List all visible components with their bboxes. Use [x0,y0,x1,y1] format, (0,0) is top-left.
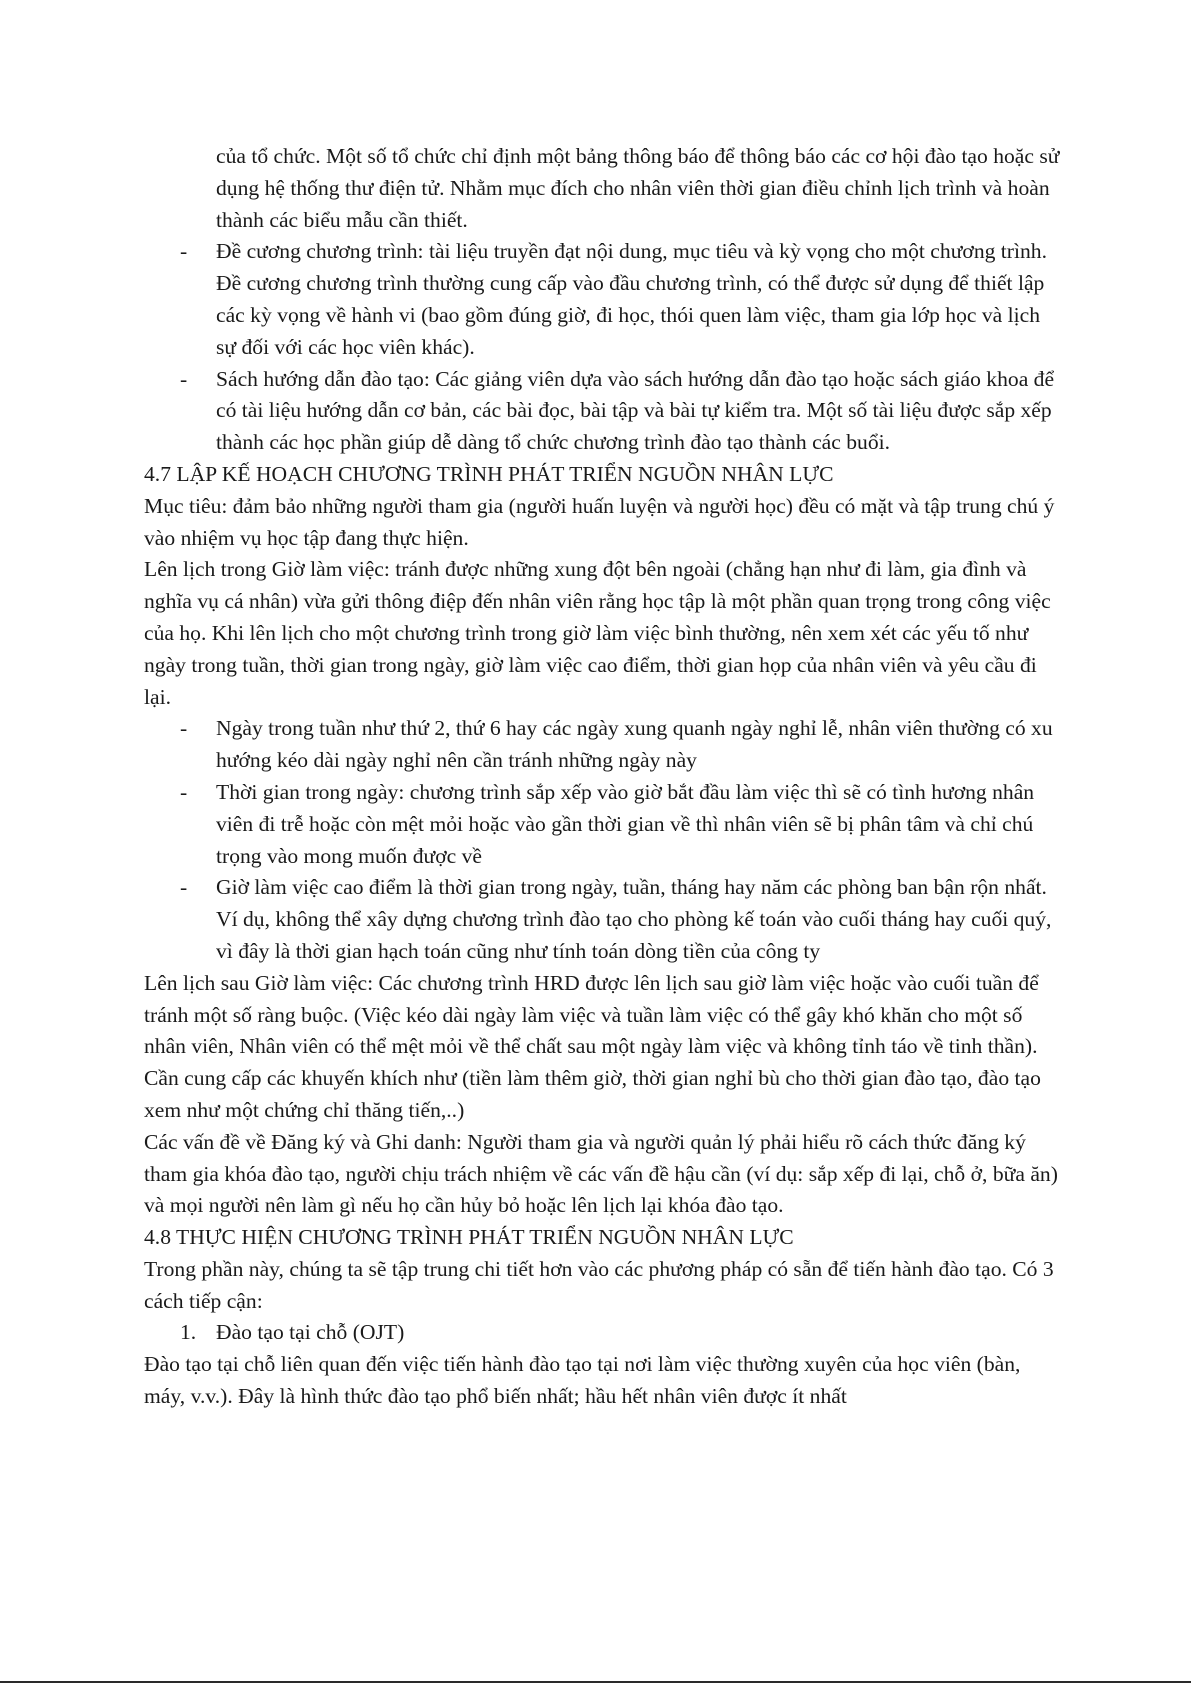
bottom-divider [0,1681,1191,1683]
bullet-marker: - [180,779,188,804]
bullet-marker: - [180,366,188,391]
bullet-text-program-outline: Đề cương chương trình: tài liệu truyền đạt nội dung, mục tiêu và kỳ vọng cho một chương trình. Đề cương chương trình thường cung cấp vào đầu chương trình, có thể được sử dụng để thiết lập các kỳ vọng về hành vi (bao gồm đúng giờ, đi học, thói quen làm việc, tham gia lớp học và lịch sự đối với các học viên khác). [216,239,1047,359]
ojt-paragraph: Đào tạo tại chỗ liên quan đến việc tiến hành đào tạo tại nơi làm việc thường xuyên của học viên (bàn, máy, v.v.). Đây là hình thức đào tạo phổ biến nhất; hầu hết nhân viên được ít nhất [144,1352,1021,1409]
list-number: 1. [180,1320,197,1345]
registration-paragraph: Các vấn đề về Đăng ký và Ghi danh: Người tham gia và người quản lý phải hiểu rõ cách thức đăng ký tham gia khóa đào tạo, người chịu trách nhiệm về các vấn đề hậu cần (ví dụ: sắp xếp đi lại, chỗ ở, bữa ăn) và mọi người nên làm gì nếu họ cần hủy bỏ hoặc lên lịch lại khóa đào tạo. [144,1129,1058,1218]
list-item [144,364,1062,459]
document-body [144,141,1062,1413]
section-heading-4-7: 4.7 LẬP KẾ HOẠCH CHƯƠNG TRÌNH PHÁT TRIỂN NGUỒN NHÂN LỰC [144,461,834,486]
list-item [144,236,1062,363]
objective-paragraph: Mục tiêu: đảm bảo những người tham gia (người huấn luyện và người học) đều có mặt và tập trung chú ý vào nhiệm vụ học tập đang thực hiện. [144,493,1055,550]
section-heading-4-8: 4.8 THỰC HIỆN CHƯƠNG TRÌNH PHÁT TRIỂN NGUỒN NHÂN LỰC [144,1225,794,1250]
bullet-marker: - [180,716,188,741]
bullet-marker: - [180,239,188,264]
intro-continuation: của tổ chức. Một số tổ chức chỉ định một bảng thông báo để thông báo các cơ hội đào tạo hoặc sử dụng hệ thống thư điện tử. Nhằm mục đích cho nhân viên thời gian điều chỉnh lịch trình và hoàn thành các biểu mẫu cần thiết. [216,144,1060,232]
bullet-text-training-manual: Sách hướng dẫn đào tạo: Các giảng viên dựa vào sách hướng dẫn đào tạo hoặc sách giáo khoa để có tài liệu hướng dẫn cơ bản, các bài đọc, bài tập và bài tự kiểm tra. Một số tài liệu được sắp xếp thành các học phần giúp dễ dàng tổ chức chương trình đào tạo thành các buổi. [216,366,1055,455]
bullet-text-time-of-day: Thời gian trong ngày: chương trình sắp xếp vào giờ bắt đầu làm việc thì sẽ có tình hương nhân viên đi trễ hoặc còn mệt mỏi hoặc vào gần thời gian về thì nhân viên sẽ bị phân tâm và chỉ chú trọng vào mong muốn được về [216,779,1035,868]
bullet-text-weekday: Ngày trong tuần như thứ 2, thứ 6 hay các ngày xung quanh ngày nghỉ lễ, nhân viên thường có xu hướng kéo dài ngày nghỉ nên cần tránh những ngày này [216,716,1053,773]
list-item [144,777,1062,872]
after-hours-paragraph: Lên lịch sau Giờ làm việc: Các chương trình HRD được lên lịch sau giờ làm việc hoặc vào cuối tuần để tránh một số ràng buộc. (Việc kéo dài ngày làm việc và tuần làm việc có thể gây khó khăn cho một số nhân viên, Nhân viên có thể mệt mỏi về thể chất sau một ngày làm việc và không tỉnh táo về tinh thần). Cần cung cấp các khuyến khích như (tiền làm thêm giờ, thời gian nghỉ bù cho thời gian đào tạo, đào tạo xem như một chứng chỉ thăng tiến,..) [144,970,1041,1122]
list-item-ojt: Đào tạo tại chỗ (OJT) [216,1320,405,1345]
during-hours-paragraph: Lên lịch trong Giờ làm việc: tránh được những xung đột bên ngoài (chẳng hạn như đi làm, gia đình và nghĩa vụ cá nhân) vừa gửi thông điệp đến nhân viên rằng học tập là một phần quan trọng trong công việc của họ. Khi lên lịch cho một chương trình trong giờ làm việc bình thường, nên xem xét các yếu tố như ngày trong tuần, thời gian trong ngày, giờ làm việc cao điểm, thời gian họp của nhân viên và yêu cầu đi lại. [144,557,1051,709]
bullet-marker: - [180,875,188,900]
bullet-text-peak-hours: Giờ làm việc cao điểm là thời gian trong ngày, tuần, tháng hay năm các phòng ban bận rộn nhất. Ví dụ, không thể xây dựng chương trình đào tạo cho phòng kế toán vào cuối tháng hay cuối quý, vì đây là thời gian hạch toán cũng như tính toán dòng tiền của công ty [216,875,1052,963]
section-4-8-intro: Trong phần này, chúng ta sẽ tập trung chi tiết hơn vào các phương pháp có sẵn để tiến hành đào tạo. Có 3 cách tiếp cận: [144,1256,1054,1313]
list-item [144,872,1062,967]
numbered-list-item [144,1317,1062,1349]
list-item [144,713,1062,777]
